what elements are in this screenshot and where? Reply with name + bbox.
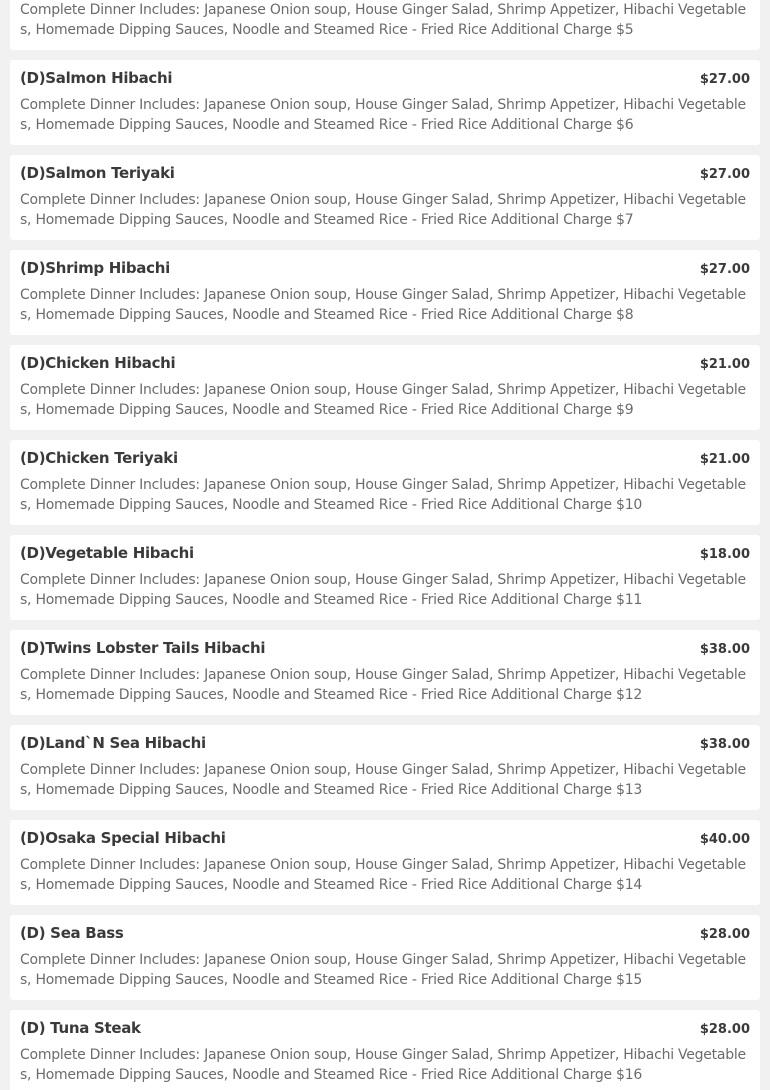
menu-item-description: Complete Dinner Includes: Japanese Onion soup, House Ginger Salad, Shrimp Appetizer, Hibachi Vegetables, Homemade Dipping Sauces, Noodle and Steamed Rice - Fried Rice Additional Charge $10 [20, 477, 746, 513]
menu-item-header [20, 449, 750, 471]
menu-item-list [10, 0, 760, 1090]
menu-item-description: Complete Dinner Includes: Japanese Onion soup, House Ginger Salad, Shrimp Appetizer, Hibachi Vegetables, Homemade Dipping Sauces, Noodle and Steamed Rice - Fried Rice Additional Charge $5 [20, 2, 746, 38]
menu-item-name: (D) Tuna Steak [20, 1019, 141, 1037]
menu-item-price: $40.00 [699, 832, 750, 847]
menu-item-header [20, 734, 750, 756]
menu-item-price: $28.00 [699, 927, 750, 942]
menu-item-name: (D)Chicken Teriyaki [20, 449, 178, 467]
menu-item-header [20, 1019, 750, 1041]
menu-item-header [20, 69, 750, 91]
menu-item-price: $27.00 [699, 72, 750, 87]
menu-item-card[interactable] [10, 915, 760, 1000]
menu-item-name: (D)Twins Lobster Tails Hibachi [20, 639, 266, 657]
menu-item-header [20, 639, 750, 661]
menu-item-card[interactable] [10, 725, 760, 810]
menu-item-price: $21.00 [699, 357, 750, 372]
menu-item-name: (D)Salmon Teriyaki [20, 164, 175, 182]
menu-item-description: Complete Dinner Includes: Japanese Onion soup, House Ginger Salad, Shrimp Appetizer, Hibachi Vegetables, Homemade Dipping Sauces, Noodle and Steamed Rice - Fried Rice Additional Charge $8 [20, 287, 746, 323]
menu-item-description: Complete Dinner Includes: Japanese Onion soup, House Ginger Salad, Shrimp Appetizer, Hibachi Vegetables, Homemade Dipping Sauces, Noodle and Steamed Rice - Fried Rice Additional Charge $13 [20, 762, 746, 798]
menu-item-card[interactable] [10, 345, 760, 430]
menu-item-price: $28.00 [699, 1022, 750, 1037]
menu-item-name: (D)Shrimp Hibachi [20, 259, 170, 277]
menu-item-price: $38.00 [699, 737, 750, 752]
menu-item-name: (D) Sea Bass [20, 924, 124, 942]
menu-item-price: $18.00 [699, 547, 750, 562]
menu-item-card[interactable] [10, 440, 760, 525]
menu-item-card[interactable] [10, 1010, 760, 1090]
menu-item-description: Complete Dinner Includes: Japanese Onion soup, House Ginger Salad, Shrimp Appetizer, Hibachi Vegetables, Homemade Dipping Sauces, Noodle and Steamed Rice - Fried Rice Additional Charge $14 [20, 857, 746, 893]
menu-item-card[interactable] [10, 630, 760, 715]
menu-item-name: (D)Salmon Hibachi [20, 69, 173, 87]
menu-item-price: $38.00 [699, 642, 750, 657]
menu-item-card[interactable] [10, 250, 760, 335]
menu-item-name: (D)Vegetable Hibachi [20, 544, 194, 562]
menu-item-header [20, 924, 750, 946]
menu-item-name: (D)Land`N Sea Hibachi [20, 734, 206, 752]
menu-item-card[interactable] [10, 0, 760, 50]
menu-item-header [20, 354, 750, 376]
menu-item-name: (D)Chicken Hibachi [20, 354, 176, 372]
menu-item-description: Complete Dinner Includes: Japanese Onion soup, House Ginger Salad, Shrimp Appetizer, Hibachi Vegetables, Homemade Dipping Sauces, Noodle and Steamed Rice - Fried Rice Additional Charge $11 [20, 572, 746, 608]
menu-item-header [20, 829, 750, 851]
menu-item-price: $27.00 [699, 167, 750, 182]
menu-item-card[interactable] [10, 155, 760, 240]
menu-item-header [20, 164, 750, 186]
menu-item-header [20, 259, 750, 281]
menu-item-price: $21.00 [699, 452, 750, 467]
menu-item-description: Complete Dinner Includes: Japanese Onion soup, House Ginger Salad, Shrimp Appetizer, Hibachi Vegetables, Homemade Dipping Sauces, Noodle and Steamed Rice - Fried Rice Additional Charge $6 [20, 97, 746, 133]
menu-item-description: Complete Dinner Includes: Japanese Onion soup, House Ginger Salad, Shrimp Appetizer, Hibachi Vegetables, Homemade Dipping Sauces, Noodle and Steamed Rice - Fried Rice Additional Charge $16 [20, 1047, 746, 1083]
menu-item-description: Complete Dinner Includes: Japanese Onion soup, House Ginger Salad, Shrimp Appetizer, Hibachi Vegetables, Homemade Dipping Sauces, Noodle and Steamed Rice - Fried Rice Additional Charge $15 [20, 952, 746, 988]
menu-item-description: Complete Dinner Includes: Japanese Onion soup, House Ginger Salad, Shrimp Appetizer, Hibachi Vegetables, Homemade Dipping Sauces, Noodle and Steamed Rice - Fried Rice Additional Charge $9 [20, 382, 746, 418]
menu-item-description: Complete Dinner Includes: Japanese Onion soup, House Ginger Salad, Shrimp Appetizer, Hibachi Vegetables, Homemade Dipping Sauces, Noodle and Steamed Rice - Fried Rice Additional Charge $12 [20, 667, 746, 703]
menu-item-card[interactable] [10, 820, 760, 905]
menu-item-description: Complete Dinner Includes: Japanese Onion soup, House Ginger Salad, Shrimp Appetizer, Hibachi Vegetables, Homemade Dipping Sauces, Noodle and Steamed Rice - Fried Rice Additional Charge $7 [20, 192, 746, 228]
menu-item-card[interactable] [10, 60, 760, 145]
menu-item-header [20, 544, 750, 566]
menu-item-name: (D)Osaka Special Hibachi [20, 829, 226, 847]
menu-item-price: $27.00 [699, 262, 750, 277]
menu-item-card[interactable] [10, 535, 760, 620]
